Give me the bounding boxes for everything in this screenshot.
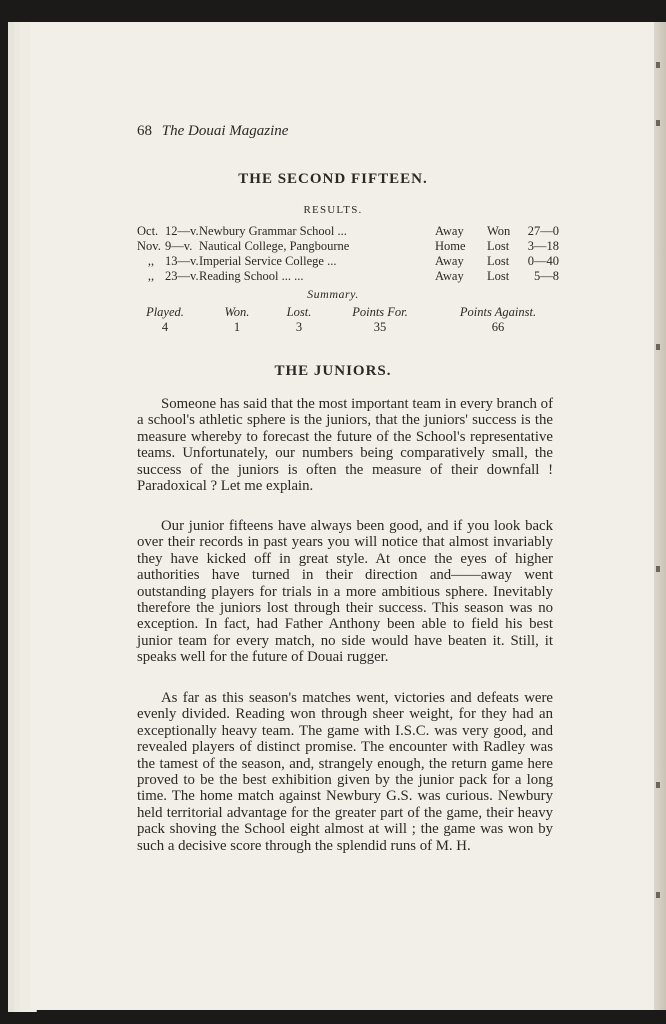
section-heading-second-fifteen: THE SECOND FIFTEEN.: [238, 171, 428, 187]
summary-label: Won.: [224, 305, 250, 319]
table-row: [137, 269, 559, 284]
fixture-day: 9—v.: [165, 239, 193, 253]
table-row: [137, 254, 559, 269]
section-heading-juniors: THE JUNIORS.: [274, 363, 392, 379]
summary-label: Lost.: [286, 305, 312, 319]
summary-points-for: [340, 305, 420, 334]
fixture-score: 5—8: [534, 269, 559, 283]
fixture-venue: Away: [435, 269, 464, 283]
summary-lost: [274, 305, 324, 334]
paragraph: [137, 396, 553, 494]
fixture-score: 27—0: [527, 224, 559, 238]
fixture-opponent: Reading School ... ...: [199, 269, 304, 283]
magazine-title: The Douai Magazine: [161, 123, 289, 139]
fixture-day: 23—v.: [165, 269, 199, 283]
fixture-score: 3—18: [527, 239, 559, 253]
paragraph: [137, 690, 553, 854]
fixture-score: 0—40: [527, 254, 559, 268]
paragraph-text: As far as this season's matches went, victories and defeats were evenly divided. Reading won through sheer weight, for they had an exceptionally heavy team. The game with I.S.C. was very good, and revealed players of distinct promise. The encounter with Radley was the tamest of the season, and, strangely enough, the return game here proved to be the best exhibition given by the junior pack for a long time. The home match against Newbury G.S. was curious. Newbury held territorial advantage for the greater part of the game, their heavy pack shoving the School eight almost at will ; the game was won by such a decisive score through the splendid runs of M. H.: [137, 690, 553, 854]
fixture-result: Lost: [487, 269, 510, 283]
summary-value: 35: [373, 320, 387, 334]
paragraph: [137, 518, 553, 666]
running-head: [137, 123, 288, 140]
paragraph-text: Someone has said that the most important team in every branch of a school's athletic sphere is the juniors, that the juniors' success is the measure whereby to forecast the future of the School's representative teams. Unfortunately, our numbers being comparatively small, the success of the juniors is often the measure of their downfall ! Paradoxical ? Let me explain.: [137, 396, 553, 495]
fixture-month: ,,: [147, 269, 155, 283]
results-table: [137, 224, 559, 284]
fixture-opponent: Newbury Grammar School ...: [199, 224, 347, 238]
summary-points-against: [446, 305, 550, 334]
fixture-month: Oct.: [137, 224, 159, 238]
fixture-venue: Away: [435, 254, 464, 268]
fixture-day: 12—v.: [165, 224, 199, 238]
results-heading: RESULTS.: [303, 204, 363, 216]
summary-won: [212, 305, 262, 334]
fixture-result: Lost: [487, 239, 510, 253]
table-row: [137, 224, 559, 239]
fixture-venue: Away: [435, 224, 464, 238]
fixture-result: Lost: [487, 254, 510, 268]
summary-value: 4: [161, 320, 169, 334]
fixture-month: ,,: [147, 254, 155, 268]
fixture-opponent: Imperial Service College ...: [199, 254, 337, 268]
page-number: 68: [137, 123, 152, 139]
summary-value: 3: [295, 320, 303, 334]
summary-label: Points Against.: [459, 305, 537, 319]
summary-value: 1: [233, 320, 241, 334]
summary-label: Points For.: [352, 305, 408, 319]
fixture-result: Won: [487, 224, 511, 238]
fixture-day: 13—v.: [165, 254, 199, 268]
summary-played: [138, 305, 192, 334]
summary-value: 66: [491, 320, 505, 334]
fixture-venue: Home: [435, 239, 466, 253]
table-row: [137, 239, 559, 254]
fixture-month: Nov.: [137, 239, 161, 253]
paragraph-text: Our junior fifteens have always been good, and if you look back over their records in past years you will notice that almost invariably they have kicked off in great style. At once the eyes of higher authorities have turned in their direction and——away went outstanding players for trials in a more ambitious sphere. Inevitably therefore the juniors lost through their success. This season was no exception. In fact, had Father Anthony been able to field his best junior team for every match, no side would have beaten it. Still, it speaks well for the future of Douai rugger.: [137, 518, 553, 666]
summary-label: Played.: [146, 305, 184, 319]
fixture-opponent: Nautical College, Pangbourne: [199, 239, 350, 253]
summary-heading: Summary.: [307, 287, 359, 301]
